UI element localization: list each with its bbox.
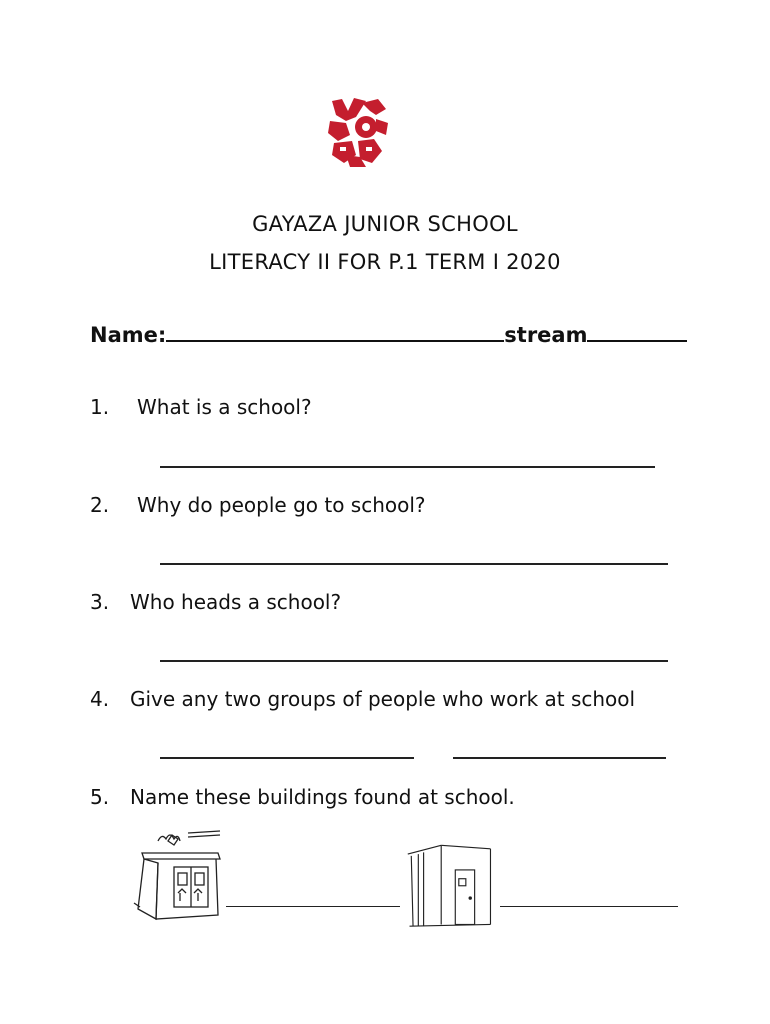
kitchen-building-icon: [128, 822, 228, 924]
question-1: [90, 395, 312, 419]
name-field[interactable]: [166, 322, 504, 342]
question-4: [90, 687, 635, 711]
school-name: GAYAZA JUNIOR SCHOOL: [252, 212, 518, 236]
answer-line-3[interactable]: [160, 660, 668, 662]
question-3: [90, 590, 341, 614]
stream-field[interactable]: [587, 322, 687, 342]
answer-line-1[interactable]: [160, 466, 655, 468]
answer-line-2[interactable]: [160, 563, 668, 565]
student-info-row: [90, 322, 687, 347]
school-crest-logo: [326, 95, 392, 167]
name-label: Name:: [90, 323, 167, 347]
question-text: Name these buildings found at school.: [130, 785, 515, 809]
exam-title: LITERACY II FOR P.1 TERM I 2020: [209, 250, 561, 274]
question-number: 2.: [90, 493, 110, 517]
question-2: [90, 493, 426, 517]
question-text: Who heads a school?: [130, 590, 342, 614]
answer-line-5a[interactable]: [226, 906, 400, 907]
question-number: 3.: [90, 590, 110, 614]
answer-line-5b[interactable]: [500, 906, 678, 907]
question-number: 5.: [90, 785, 110, 809]
stream-label: stream: [504, 323, 588, 347]
question-number: 1.: [90, 395, 110, 419]
question-text: Why do people go to school?: [137, 493, 426, 517]
question-text: What is a school?: [137, 395, 312, 419]
latrine-building-icon: [402, 840, 498, 928]
answer-line-4a[interactable]: [160, 757, 414, 759]
question-text: Give any two groups of people who work at school: [130, 687, 636, 711]
question-5: [90, 785, 515, 809]
question-number: 4.: [90, 687, 110, 711]
answer-line-4b[interactable]: [453, 757, 666, 759]
